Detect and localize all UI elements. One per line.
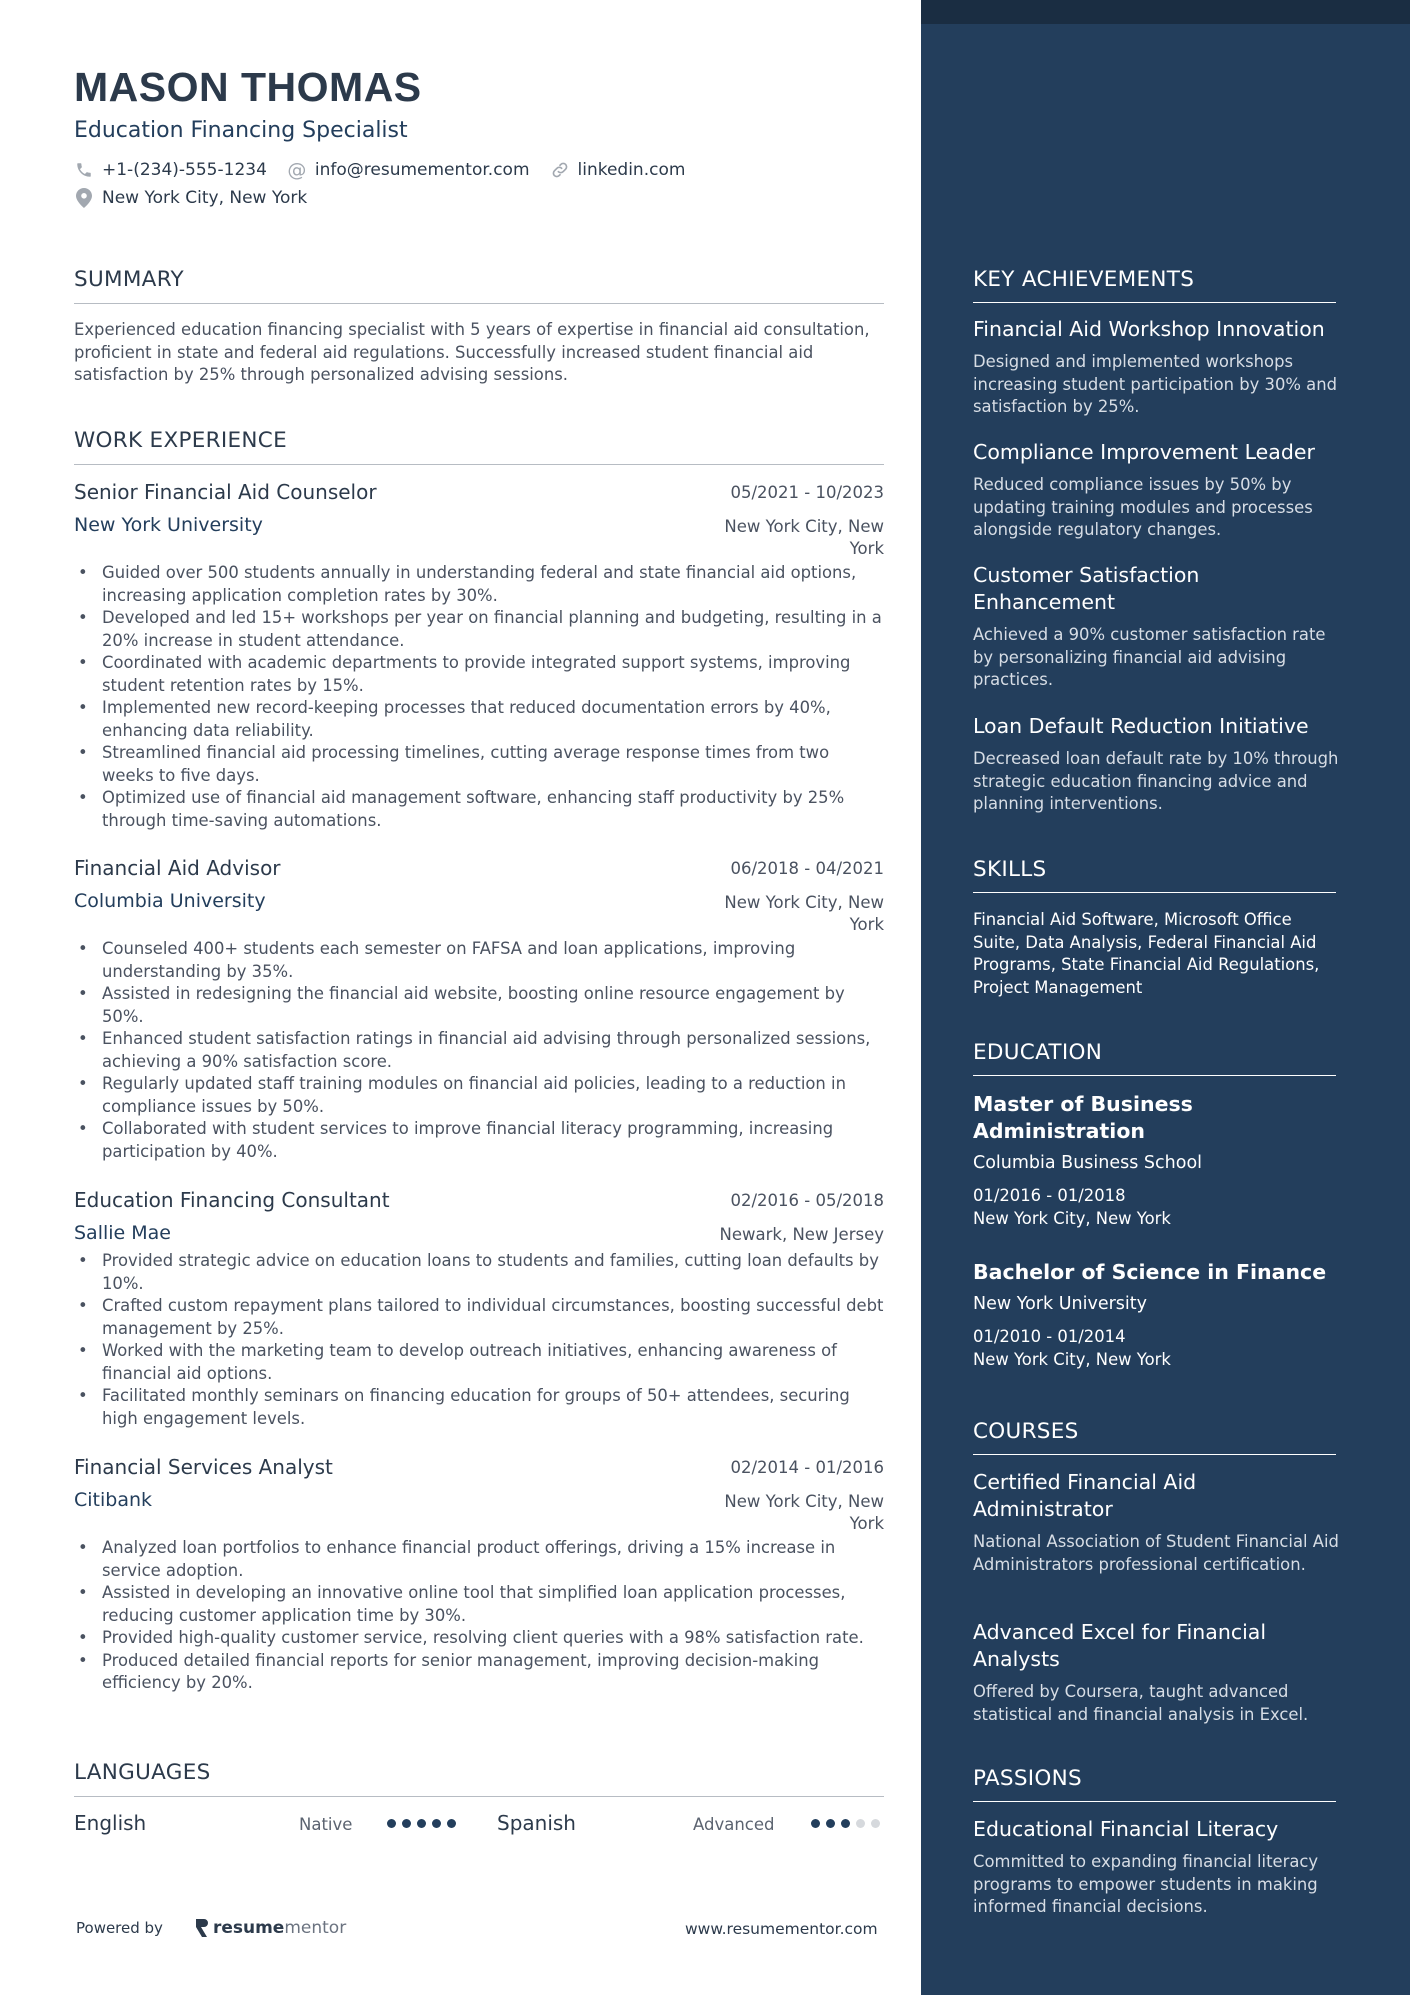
- job-company: New York University: [74, 514, 263, 536]
- phone-icon: [74, 160, 94, 180]
- rating-dot: [871, 1819, 880, 1828]
- education-location: New York City, New York: [973, 1349, 1171, 1369]
- job-bullet: • Crafted custom repayment plans tailored to individual circumstances, boosting successful debt management by 25%.: [74, 1295, 884, 1340]
- job-entry: [74, 480, 884, 832]
- linkedin-item: [550, 160, 686, 180]
- job-bullet: • Facilitated monthly seminars on financing education for groups of 50+ attendees, securing high engagement levels.: [74, 1385, 884, 1430]
- skills-text: Financial Aid Software, Microsoft Office Suite, Data Analysis, Federal Financial Aid Programs, State Financial Aid Regulations, Project Management: [973, 910, 1320, 997]
- footer-powered: [76, 1918, 346, 1938]
- location-text: New York City, New York: [102, 188, 308, 208]
- achievement-title: Customer Satisfaction Enhancement: [973, 563, 1200, 614]
- job-company: Columbia University: [74, 890, 266, 912]
- job-dates: 05/2021 - 10/2023: [730, 483, 884, 502]
- sidebar: [921, 0, 1410, 1995]
- education-degree: Master of Business Administration: [973, 1092, 1193, 1143]
- education-school: New York University: [973, 1294, 1147, 1314]
- rating-dot: [432, 1819, 441, 1828]
- job-location: Newark, New Jersey: [719, 1225, 884, 1244]
- rating-dot: [856, 1819, 865, 1828]
- job-location: New York City, New York: [724, 893, 884, 934]
- summary-heading: SUMMARY: [74, 267, 884, 304]
- job-bullet: • Counseled 400+ students each semester on FAFSA and loan applications, improving understanding by 35%.: [74, 938, 884, 983]
- rating-dot: [826, 1819, 835, 1828]
- job-title: Financial Services Analyst: [74, 1455, 333, 1479]
- job-bullet: • Assisted in redesigning the financial aid website, boosting online resource engagement by 50%.: [74, 983, 884, 1028]
- skills-heading: SKILLS: [973, 857, 1336, 893]
- job-bullet: • Enhanced student satisfaction ratings in financial aid advising through personalized sessions, achieving a 90% satisfaction score.: [74, 1028, 884, 1073]
- job-title: Financial Aid Advisor: [74, 856, 281, 880]
- job-bullet: • Coordinated with academic departments to provide integrated support systems, improving student retention rates by 15%.: [74, 652, 884, 697]
- education-dates: 01/2016 - 01/2018: [973, 1186, 1126, 1205]
- rating-dot: [387, 1819, 396, 1828]
- achievement-title: Loan Default Reduction Initiative: [973, 714, 1309, 738]
- brand-logo[interactable]: [193, 1918, 346, 1938]
- job-entry: [74, 856, 884, 1163]
- language-rating: [811, 1819, 886, 1828]
- footer-website[interactable]: www.resumementor.com: [685, 1920, 878, 1938]
- job-dates: 02/2016 - 05/2018: [730, 1191, 884, 1210]
- courses-heading: COURSES: [973, 1419, 1336, 1455]
- job-bullet: • Assisted in developing an innovative online tool that simplified loan application processes, reducing customer application time by 30%.: [74, 1582, 884, 1627]
- job-bullets: [74, 938, 884, 1163]
- education-dates: 01/2010 - 01/2014: [973, 1327, 1126, 1346]
- powered-by-text: Powered by: [76, 1919, 163, 1937]
- job-bullet: • Optimized use of financial aid management software, enhancing staff productivity by 25% through time-saving automations.: [74, 787, 884, 832]
- rating-dot: [841, 1819, 850, 1828]
- job-bullet: • Analyzed loan portfolios to enhance financial product offerings, driving a 15% increase in service adoption.: [74, 1537, 884, 1582]
- rating-dot: [811, 1819, 820, 1828]
- link-icon: [550, 160, 570, 180]
- job-bullet: • Streamlined financial aid processing timelines, cutting average response times from two weeks to five days.: [74, 742, 884, 787]
- job-company: Sallie Mae: [74, 1222, 171, 1244]
- contact-row: [74, 160, 705, 180]
- job-bullet: • Regularly updated staff training modules on financial aid policies, leading to a reduction in compliance issues by 50%.: [74, 1073, 884, 1118]
- achievement-title: Financial Aid Workshop Innovation: [973, 317, 1325, 341]
- language-rating: [387, 1819, 462, 1828]
- job-bullets: [74, 1537, 884, 1695]
- job-bullet: • Developed and led 15+ workshops per year on financial planning and budgeting, resulting in a 20% increase in student attendance.: [74, 607, 884, 652]
- location-item: [74, 188, 307, 208]
- job-dates: 02/2014 - 01/2016: [730, 1458, 884, 1477]
- job-company: Citibank: [74, 1489, 153, 1511]
- language-level: Advanced: [693, 1815, 775, 1834]
- sidebar-top-bar: [921, 0, 1410, 24]
- education-school: Columbia Business School: [973, 1153, 1203, 1173]
- email-item: [287, 160, 530, 180]
- candidate-name: MASON THOMAS: [74, 64, 422, 110]
- brand-light: mentor: [284, 1918, 347, 1938]
- candidate-role: Education Financing Specialist: [74, 118, 408, 143]
- achievement-desc: Achieved a 90% customer satisfaction rate by personalizing financial aid advising practices.: [973, 625, 1326, 689]
- phone-item: [74, 160, 267, 180]
- achievement-desc: Designed and implemented workshops increasing student participation by 30% and satisfaction by 25%.: [973, 352, 1338, 416]
- job-bullet: • Provided high-quality customer service, resolving client queries with a 98% satisfaction rate.: [74, 1627, 884, 1650]
- email-text[interactable]: info@resumementor.com: [314, 160, 530, 180]
- job-bullet: • Produced detailed financial reports for senior management, improving decision-making efficiency by 20%.: [74, 1650, 884, 1695]
- passions-heading: PASSIONS: [973, 1766, 1336, 1802]
- education-location: New York City, New York: [973, 1208, 1171, 1228]
- course-item: [973, 1469, 1343, 1576]
- rating-dot: [447, 1819, 456, 1828]
- job-bullets: [74, 1250, 884, 1430]
- achievement-desc: Decreased loan default rate by 10% through strategic education financing advice and planning interventions.: [973, 749, 1339, 813]
- course-desc: Offered by Coursera, taught advanced statistical and financial analysis in Excel.: [973, 1682, 1309, 1724]
- brand-bold: resume: [212, 1918, 285, 1938]
- skills-list: [973, 909, 1343, 999]
- language-level: Native: [299, 1815, 353, 1834]
- course-title: Certified Financial Aid Administrator: [973, 1470, 1197, 1521]
- job-entry: [74, 1455, 884, 1695]
- passion-title: Educational Financial Literacy: [973, 1817, 1279, 1841]
- summary-text: Experienced education financing specialist with 5 years of expertise in financial aid consultation, proficient in state and federal aid regulations. Successfully increased student financial aid satisfaction by 25% through personalized advising sessions.: [74, 320, 870, 384]
- education-item: [973, 1259, 1343, 1371]
- education-degree: Bachelor of Science in Finance: [973, 1260, 1327, 1284]
- job-dates: 06/2018 - 04/2021: [730, 859, 884, 878]
- achievement-title: Compliance Improvement Leader: [973, 440, 1315, 464]
- languages-heading: LANGUAGES: [74, 1760, 884, 1797]
- education-heading: EDUCATION: [973, 1040, 1336, 1076]
- job-entry: [74, 1188, 884, 1430]
- language-name: Spanish: [497, 1811, 576, 1835]
- job-bullet: • Collaborated with student services to improve financial literacy programming, increasing participation by 40%.: [74, 1118, 884, 1163]
- passion-item: [973, 1816, 1343, 1919]
- job-bullet: • Provided strategic advice on education loans to students and families, cutting loan defaults by 10%.: [74, 1250, 884, 1295]
- achievement-item: [973, 713, 1343, 816]
- achievement-item: [973, 316, 1343, 419]
- course-title: Advanced Excel for Financial Analysts: [973, 1620, 1267, 1671]
- languages-row: [74, 1811, 884, 1841]
- job-bullet: • Worked with the marketing team to develop outreach initiatives, enhancing awareness of financial aid options.: [74, 1340, 884, 1385]
- job-bullet: • Guided over 500 students annually in understanding federal and state financial aid options, increasing application completion rates by 30%.: [74, 562, 884, 607]
- achievements-heading: KEY ACHIEVEMENTS: [973, 267, 1336, 303]
- rating-dot: [417, 1819, 426, 1828]
- achievement-item: [973, 439, 1343, 542]
- linkedin-text[interactable]: linkedin.com: [577, 160, 686, 180]
- education-item: [973, 1091, 1343, 1230]
- course-desc: National Association of Student Financial Aid Administrators professional certification.: [973, 1532, 1339, 1574]
- language-name: English: [74, 1811, 147, 1835]
- phone-text[interactable]: +1-(234)-555-1234: [102, 160, 267, 180]
- job-title: Senior Financial Aid Counselor: [74, 480, 377, 504]
- job-location: New York City, New York: [724, 1492, 884, 1533]
- location-row: [74, 188, 327, 208]
- brand-logo-icon: [193, 1918, 209, 1938]
- job-title: Education Financing Consultant: [74, 1188, 390, 1212]
- job-location: New York City, New York: [724, 517, 884, 558]
- course-item: [973, 1619, 1343, 1726]
- passion-desc: Committed to expanding financial literacy programs to empower students in making informed financial decisions.: [973, 1852, 1319, 1916]
- rating-dot: [402, 1819, 411, 1828]
- job-bullets: [74, 562, 884, 832]
- at-icon: @: [287, 159, 307, 181]
- job-bullet: • Implemented new record-keeping processes that reduced documentation errors by 40%, enhancing data reliability.: [74, 697, 884, 742]
- experience-heading: WORK EXPERIENCE: [74, 428, 884, 465]
- achievement-desc: Reduced compliance issues by 50% by updating training modules and processes alongside regulatory changes.: [973, 475, 1313, 539]
- location-pin-icon: [74, 188, 94, 208]
- achievement-item: [973, 562, 1343, 692]
